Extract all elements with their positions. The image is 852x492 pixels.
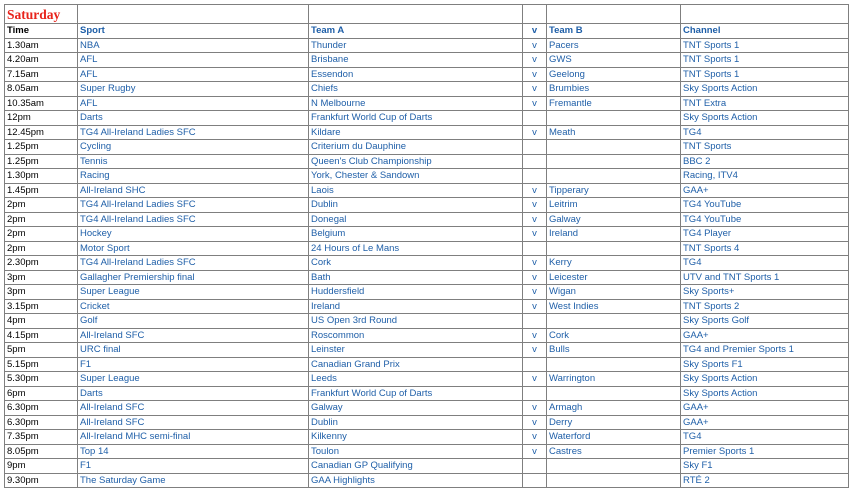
table-row [5, 444, 849, 459]
table-row [5, 299, 849, 314]
cell-sport: AFL [78, 53, 309, 68]
cell-vs [523, 111, 547, 126]
cell-vs [523, 473, 547, 488]
cell-sport: TG4 All-Ireland Ladies SFC [78, 125, 309, 140]
cell-channel: Racing, ITV4 [681, 169, 849, 184]
cell-channel: TNT Sports 1 [681, 53, 849, 68]
cell-sport: F1 [78, 357, 309, 372]
cell-channel: Sky Sports Action [681, 372, 849, 387]
cell-time: 5.15pm [5, 357, 78, 372]
cell-team-a: Roscommon [309, 328, 523, 343]
cell-time: 9pm [5, 459, 78, 474]
header-time: Time [5, 24, 78, 39]
cell-vs [523, 154, 547, 169]
cell-channel: Sky Sports Action [681, 386, 849, 401]
cell-vs: v [523, 328, 547, 343]
cell-channel: TG4 [681, 430, 849, 445]
cell-team-b: Kerry [547, 256, 681, 271]
cell-sport: Super League [78, 285, 309, 300]
cell-sport: All-Ireland SFC [78, 401, 309, 416]
table-row [5, 198, 849, 213]
cell-sport: TG4 All-Ireland Ladies SFC [78, 256, 309, 271]
cell-team-b [547, 241, 681, 256]
cell-vs: v [523, 430, 547, 445]
table-row [5, 82, 849, 97]
cell-team-a: Ireland [309, 299, 523, 314]
cell-time: 1.25pm [5, 154, 78, 169]
cell-sport: Super Rugby [78, 82, 309, 97]
cell-time: 9.30pm [5, 473, 78, 488]
cell-team-a: Thunder [309, 38, 523, 53]
header-team-b: Team B [547, 24, 681, 39]
cell-team-b: Waterford [547, 430, 681, 445]
cell-vs: v [523, 183, 547, 198]
cell-vs: v [523, 256, 547, 271]
cell-channel: GAA+ [681, 328, 849, 343]
cell-channel: BBC 2 [681, 154, 849, 169]
cell-sport: The Saturday Game [78, 473, 309, 488]
cell-time: 8.05pm [5, 444, 78, 459]
page-title: Saturday [5, 5, 78, 24]
table-row [5, 38, 849, 53]
cell-vs [523, 314, 547, 329]
cell-team-a: Essendon [309, 67, 523, 82]
cell-team-a: Galway [309, 401, 523, 416]
table-row [5, 285, 849, 300]
cell-team-b: Bulls [547, 343, 681, 358]
table-row [5, 357, 849, 372]
table-row [5, 343, 849, 358]
table-row [5, 415, 849, 430]
header-row [5, 24, 849, 39]
table-row [5, 125, 849, 140]
cell-channel: TNT Sports 1 [681, 67, 849, 82]
cell-time: 4.20am [5, 53, 78, 68]
cell-vs [523, 459, 547, 474]
cell-vs [523, 357, 547, 372]
table-row [5, 459, 849, 474]
cell-team-b: Pacers [547, 38, 681, 53]
cell-team-a: Brisbane [309, 53, 523, 68]
cell-team-b [547, 386, 681, 401]
cell-channel: GAA+ [681, 401, 849, 416]
cell-sport: Darts [78, 386, 309, 401]
cell-channel: TNT Sports 4 [681, 241, 849, 256]
cell-team-b: Brumbies [547, 82, 681, 97]
cell-team-a: Chiefs [309, 82, 523, 97]
cell-time: 2pm [5, 241, 78, 256]
cell-team-b [547, 357, 681, 372]
cell-time: 2pm [5, 198, 78, 213]
cell-time: 12.45pm [5, 125, 78, 140]
cell-vs: v [523, 270, 547, 285]
cell-sport: All-Ireland SFC [78, 415, 309, 430]
cell-time: 4.15pm [5, 328, 78, 343]
cell-team-a: Toulon [309, 444, 523, 459]
cell-channel: Sky F1 [681, 459, 849, 474]
cell-team-a: Huddersfield [309, 285, 523, 300]
schedule-table [4, 4, 849, 488]
cell-time: 2.30pm [5, 256, 78, 271]
cell-team-b: Wigan [547, 285, 681, 300]
cell-vs: v [523, 343, 547, 358]
cell-team-b [547, 169, 681, 184]
cell-team-a: York, Chester & Sandown [309, 169, 523, 184]
cell-team-a: Bath [309, 270, 523, 285]
cell-team-b: Cork [547, 328, 681, 343]
cell-team-a: GAA Highlights [309, 473, 523, 488]
cell-vs: v [523, 82, 547, 97]
cell-team-b: Meath [547, 125, 681, 140]
cell-sport: Hockey [78, 227, 309, 242]
cell-time: 10.35am [5, 96, 78, 111]
cell-team-a: Leeds [309, 372, 523, 387]
cell-time: 6pm [5, 386, 78, 401]
table-row [5, 227, 849, 242]
cell-sport: F1 [78, 459, 309, 474]
cell-team-b: Geelong [547, 67, 681, 82]
cell-sport: Motor Sport [78, 241, 309, 256]
cell-sport: Cycling [78, 140, 309, 155]
cell-team-b: Armagh [547, 401, 681, 416]
table-row [5, 140, 849, 155]
cell-vs: v [523, 227, 547, 242]
cell-time: 6.30pm [5, 401, 78, 416]
cell-team-b [547, 154, 681, 169]
cell-vs: v [523, 299, 547, 314]
cell-team-b: Derry [547, 415, 681, 430]
cell-team-b [547, 459, 681, 474]
table-row [5, 212, 849, 227]
cell-team-a: Kilkenny [309, 430, 523, 445]
cell-team-b [547, 314, 681, 329]
cell-team-b: Leitrim [547, 198, 681, 213]
cell-sport: URC final [78, 343, 309, 358]
cell-channel: TG4 YouTube [681, 212, 849, 227]
cell-sport: All-Ireland SFC [78, 328, 309, 343]
table-row [5, 314, 849, 329]
cell-time: 12pm [5, 111, 78, 126]
cell-sport: All-Ireland MHC semi-final [78, 430, 309, 445]
cell-team-b: GWS [547, 53, 681, 68]
cell-time: 7.35pm [5, 430, 78, 445]
cell-channel: RTÉ 2 [681, 473, 849, 488]
cell-team-a: Frankfurt World Cup of Darts [309, 111, 523, 126]
cell-channel: TG4 [681, 256, 849, 271]
table-row [5, 372, 849, 387]
table-row [5, 154, 849, 169]
cell-team-b: Castres [547, 444, 681, 459]
cell-vs [523, 140, 547, 155]
cell-time: 6.30pm [5, 415, 78, 430]
cell-team-b [547, 111, 681, 126]
cell-sport: Cricket [78, 299, 309, 314]
cell-team-b: West Indies [547, 299, 681, 314]
cell-channel: TNT Sports [681, 140, 849, 155]
header-vs: v [523, 24, 547, 39]
cell-vs: v [523, 38, 547, 53]
cell-sport: All-Ireland SHC [78, 183, 309, 198]
cell-vs: v [523, 198, 547, 213]
cell-team-a: Dublin [309, 415, 523, 430]
cell-team-b [547, 140, 681, 155]
cell-time: 1.25pm [5, 140, 78, 155]
table-row [5, 111, 849, 126]
cell-channel: GAA+ [681, 415, 849, 430]
cell-time: 1.45pm [5, 183, 78, 198]
cell-channel: Sky Sports F1 [681, 357, 849, 372]
cell-team-a: Criterium du Dauphine [309, 140, 523, 155]
cell-sport: Super League [78, 372, 309, 387]
cell-vs: v [523, 125, 547, 140]
cell-team-a: Canadian GP Qualifying [309, 459, 523, 474]
cell-channel: Sky Sports+ [681, 285, 849, 300]
cell-team-a: Queen's Club Championship [309, 154, 523, 169]
cell-sport: Gallagher Premiership final [78, 270, 309, 285]
cell-channel: GAA+ [681, 183, 849, 198]
cell-time: 3pm [5, 285, 78, 300]
cell-time: 8.05am [5, 82, 78, 97]
cell-time: 1.30am [5, 38, 78, 53]
cell-sport: Top 14 [78, 444, 309, 459]
table-row [5, 96, 849, 111]
cell-team-a: Cork [309, 256, 523, 271]
cell-sport: AFL [78, 96, 309, 111]
cell-vs [523, 241, 547, 256]
cell-vs: v [523, 67, 547, 82]
cell-team-b: Warrington [547, 372, 681, 387]
header-team-a: Team A [309, 24, 523, 39]
cell-channel: TG4 [681, 125, 849, 140]
table-row [5, 328, 849, 343]
table-row [5, 169, 849, 184]
cell-channel: TNT Sports 2 [681, 299, 849, 314]
cell-vs: v [523, 53, 547, 68]
cell-vs: v [523, 372, 547, 387]
cell-team-a: Canadian Grand Prix [309, 357, 523, 372]
cell-team-b: Ireland [547, 227, 681, 242]
cell-team-a: 24 Hours of Le Mans [309, 241, 523, 256]
cell-team-a: Belgium [309, 227, 523, 242]
cell-team-b: Galway [547, 212, 681, 227]
cell-channel: TG4 YouTube [681, 198, 849, 213]
cell-team-a: Laois [309, 183, 523, 198]
table-row [5, 430, 849, 445]
table-row [5, 67, 849, 82]
cell-team-a: Dublin [309, 198, 523, 213]
cell-vs: v [523, 401, 547, 416]
cell-sport: TG4 All-Ireland Ladies SFC [78, 212, 309, 227]
cell-vs: v [523, 415, 547, 430]
cell-sport: NBA [78, 38, 309, 53]
cell-channel: Sky Sports Action [681, 82, 849, 97]
cell-time: 1.30pm [5, 169, 78, 184]
cell-vs: v [523, 212, 547, 227]
table-row [5, 386, 849, 401]
cell-sport: AFL [78, 67, 309, 82]
cell-channel: Sky Sports Golf [681, 314, 849, 329]
title-row [5, 5, 849, 24]
cell-team-b [547, 473, 681, 488]
cell-sport: Racing [78, 169, 309, 184]
cell-channel: TNT Sports 1 [681, 38, 849, 53]
table-row [5, 53, 849, 68]
cell-time: 2pm [5, 227, 78, 242]
cell-time: 5.30pm [5, 372, 78, 387]
cell-team-a: N Melbourne [309, 96, 523, 111]
cell-sport: Golf [78, 314, 309, 329]
table-row [5, 256, 849, 271]
cell-channel: Premier Sports 1 [681, 444, 849, 459]
table-row [5, 401, 849, 416]
cell-channel: Sky Sports Action [681, 111, 849, 126]
header-sport: Sport [78, 24, 309, 39]
cell-vs [523, 386, 547, 401]
header-channel: Channel [681, 24, 849, 39]
cell-sport: Darts [78, 111, 309, 126]
cell-vs: v [523, 444, 547, 459]
table-row [5, 241, 849, 256]
cell-channel: UTV and TNT Sports 1 [681, 270, 849, 285]
cell-vs: v [523, 285, 547, 300]
cell-time: 5pm [5, 343, 78, 358]
cell-team-a: Leinster [309, 343, 523, 358]
cell-time: 3.15pm [5, 299, 78, 314]
cell-channel: TNT Extra [681, 96, 849, 111]
cell-time: 2pm [5, 212, 78, 227]
cell-sport: Tennis [78, 154, 309, 169]
cell-vs [523, 169, 547, 184]
cell-sport: TG4 All-Ireland Ladies SFC [78, 198, 309, 213]
cell-team-a: Frankfurt World Cup of Darts [309, 386, 523, 401]
table-row [5, 270, 849, 285]
cell-team-a: US Open 3rd Round [309, 314, 523, 329]
cell-team-b: Fremantle [547, 96, 681, 111]
cell-team-b: Leicester [547, 270, 681, 285]
cell-time: 7.15am [5, 67, 78, 82]
cell-time: 4pm [5, 314, 78, 329]
cell-team-b: Tipperary [547, 183, 681, 198]
cell-team-a: Kildare [309, 125, 523, 140]
cell-channel: TG4 Player [681, 227, 849, 242]
cell-vs: v [523, 96, 547, 111]
table-row [5, 183, 849, 198]
table-row [5, 473, 849, 488]
cell-team-a: Donegal [309, 212, 523, 227]
cell-time: 3pm [5, 270, 78, 285]
cell-channel: TG4 and Premier Sports 1 [681, 343, 849, 358]
